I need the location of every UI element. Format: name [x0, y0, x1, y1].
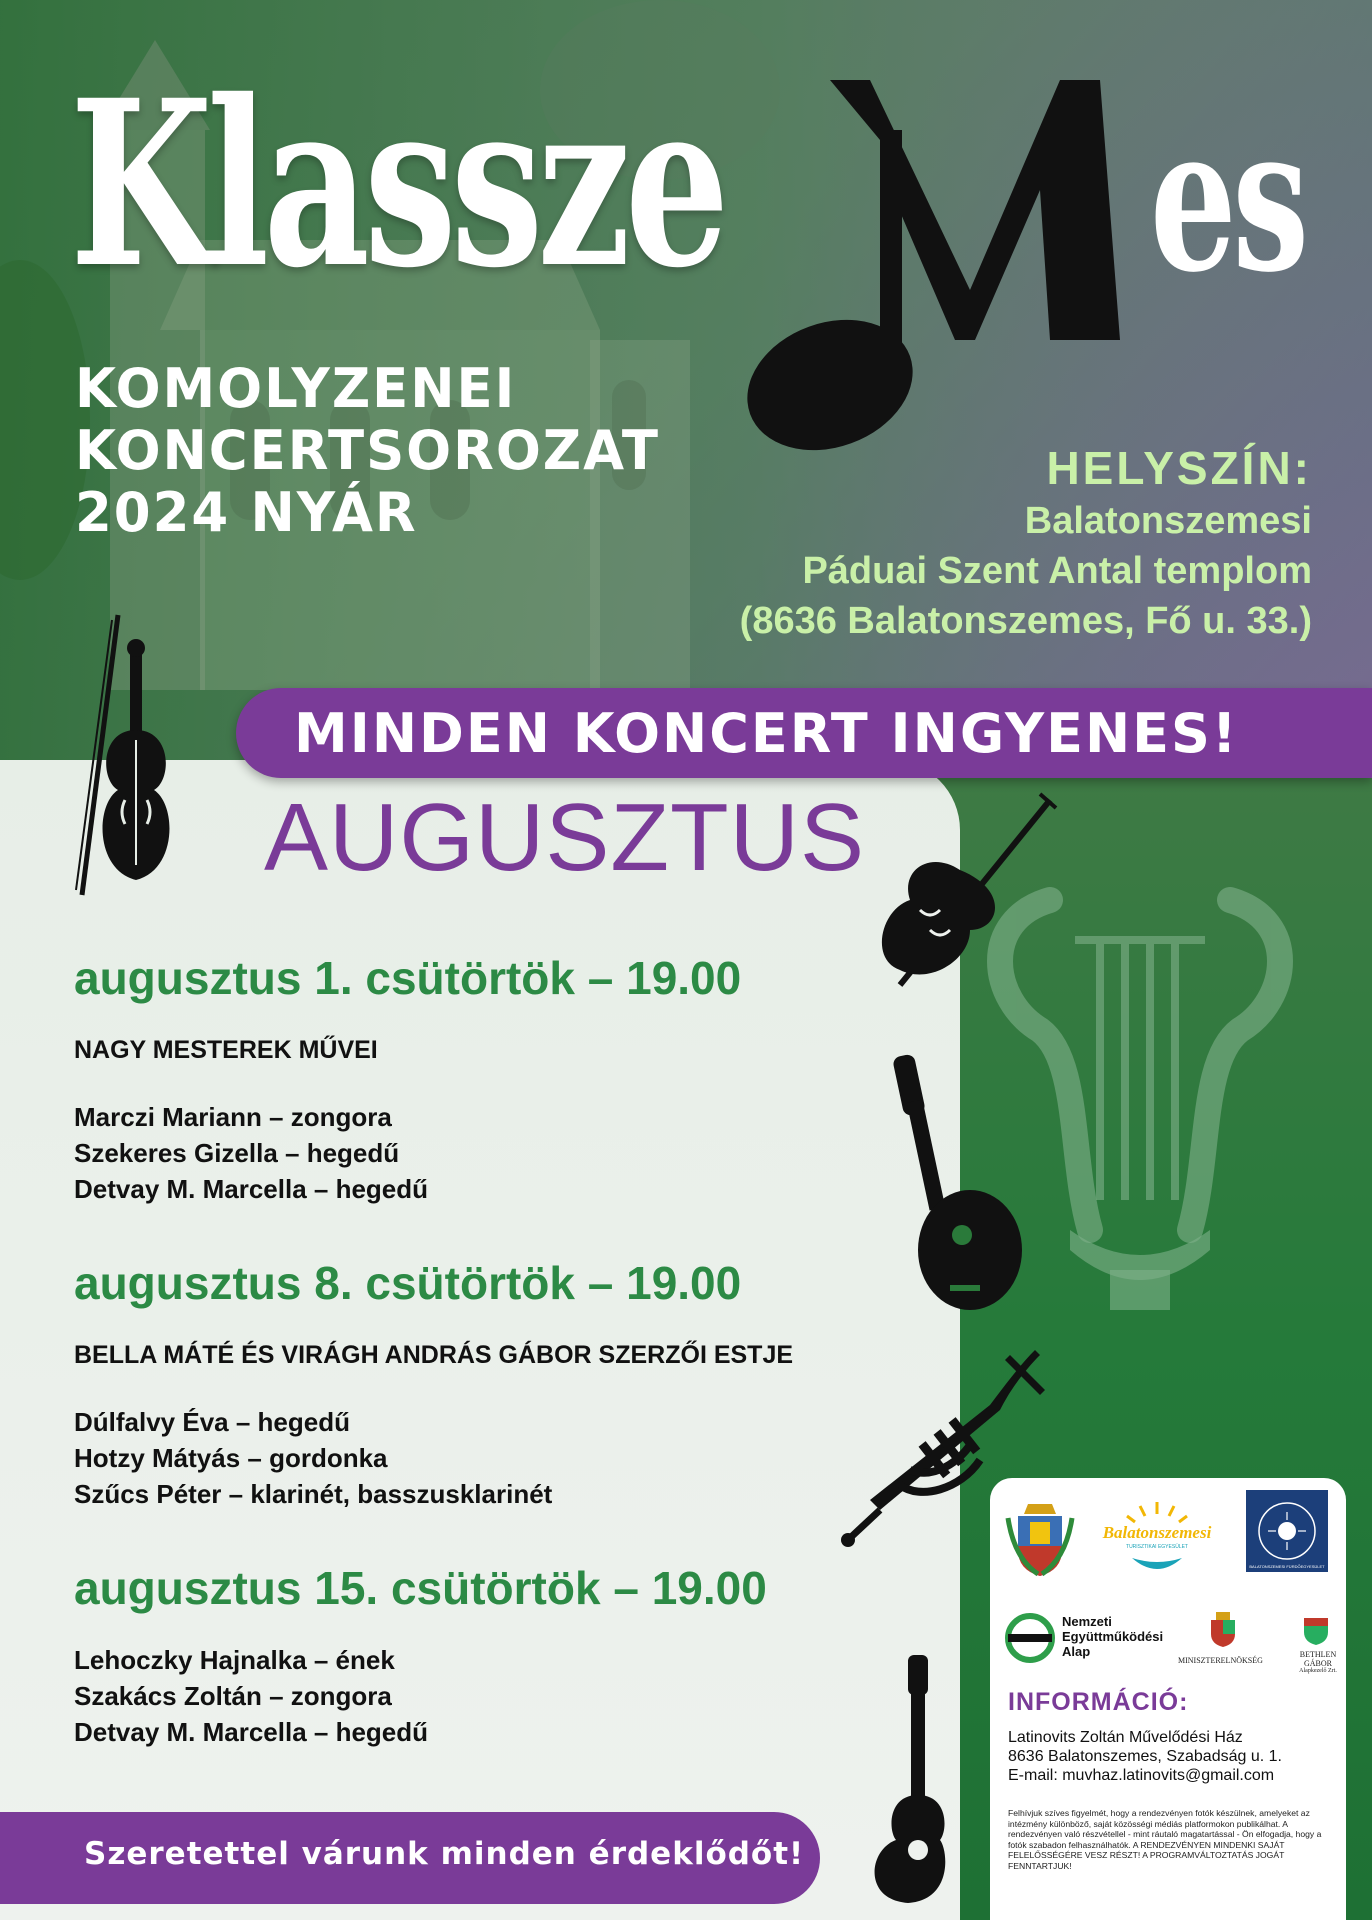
bethlen-gabor-logo-text: BETHLEN GÁBOR Alapkezelő Zrt. — [1299, 1650, 1337, 1674]
event-date: augusztus 15. csütörtök – 19.00 — [74, 1562, 767, 1614]
venue-label: HELYSZÍN: — [1046, 442, 1312, 494]
performer: Detvay M. Marcella – hegedű — [74, 1717, 429, 1747]
title-klassze: Klassze — [70, 50, 724, 318]
violin-icon — [70, 610, 230, 900]
info-email[interactable]: E-mail: muvhaz.latinovits@gmail.com — [1008, 1767, 1275, 1784]
info-box — [990, 1478, 1346, 1920]
event-program: BELLA MÁTÉ ÉS VIRÁGH ANDRÁS GÁBOR SZERZŐI ESTJE — [74, 1341, 794, 1369]
subtitle-line-3: 2024 NYÁR — [75, 481, 418, 544]
subtitle-line-2: KONCERTSOROZAT — [75, 419, 660, 482]
venue-line-3: (8636 Balatonszemes, Fő u. 33.) — [739, 600, 1312, 642]
info-org: Latinovits Zoltán Művelődési Ház — [1008, 1729, 1243, 1746]
venue-block — [740, 440, 1312, 646]
event-aug-8 — [74, 1255, 793, 1512]
performer: Dúlfalvy Éva – hegedű — [74, 1407, 350, 1437]
venue-line-2: Páduai Szent Antal templom — [802, 550, 1312, 592]
lute-icon — [880, 1050, 1040, 1310]
free-concert-banner — [236, 688, 1372, 778]
performer: Lehoczky Hajnalka – ének — [74, 1645, 395, 1675]
welcome-text: Szeretettel várunk minden érdeklődőt! — [84, 1836, 805, 1872]
venue-line-1: Balatonszemesi — [1024, 500, 1312, 542]
photo-disclaimer: Felhívjuk szíves figyelmét, hogy a rendezvényen fotók készülnek, amelyeket az intézmény különböző, saját közösségi médiás platformokon publikálhat. A rendezvényen való részvétellel - mint ráutaló magatartással - Ön elfogadja, hogy a fotók szabadon felhasználhatók. A RENDEZVÉNYEN MINDENKI SAJÁT FELELŐSSÉGÉRE VESZ RÉSZT! A PROGRAMVÁLTOZTATÁS JOGÁT FENNTARTJUK! — [1008, 1808, 1322, 1871]
furdoegyesulet-logo — [1246, 1490, 1328, 1572]
info-contact — [1008, 1728, 1282, 1785]
performer: Szűcs Péter – klarinét, basszusklarinét — [74, 1479, 553, 1509]
balatonszemesi-logo-text: Balatonszemesi — [1102, 1523, 1212, 1542]
event-performers — [74, 1404, 793, 1512]
event-date: augusztus 1. csütörtök – 19.00 — [74, 952, 742, 1004]
furdoegyesulet-logo-text: BALATONSZEMESI FÜRDŐEGYESÜLET — [1249, 1564, 1325, 1569]
subtitle-line-1: KOMOLYZENEI — [75, 357, 517, 420]
series-subtitle — [75, 358, 672, 544]
event-aug-15 — [74, 1560, 767, 1750]
performer: Hotzy Mátyás – gordonka — [74, 1443, 388, 1473]
free-concert-text: MINDEN KONCERT INGYENES! — [294, 702, 1239, 765]
hungarian-coat-of-arms-icon — [1208, 1612, 1238, 1648]
balatonszemesi-tourism-logo — [1102, 1500, 1212, 1580]
guitar-icon — [848, 1655, 958, 1905]
month-heading: AUGUSZTUS — [264, 784, 866, 891]
event-program: NAGY MESTEREK MŰVEI — [74, 1036, 378, 1064]
performer: Szekeres Gizella – hegedű — [74, 1138, 400, 1168]
performer: Detvay M. Marcella – hegedű — [74, 1174, 429, 1204]
event-aug-1 — [74, 950, 741, 1207]
event-performers — [74, 1099, 741, 1207]
event-date: augusztus 8. csütörtök – 19.00 — [74, 1257, 742, 1309]
nea-logo-icon — [1004, 1612, 1056, 1664]
info-address: 8636 Balatonszemes, Szabadság u. 1. — [1008, 1748, 1282, 1765]
info-title: INFORMÁCIÓ: — [1008, 1688, 1189, 1716]
title-es: es — [1150, 82, 1305, 317]
nea-logo-text: Nemzeti Együttműködési Alap — [1062, 1614, 1164, 1659]
cello-icon — [860, 790, 1060, 990]
welcome-banner — [0, 1812, 820, 1904]
performer: Szakács Zoltán – zongora — [74, 1681, 392, 1711]
music-note-m-icon — [720, 40, 1140, 480]
performer: Marczi Mariann – zongora — [74, 1102, 392, 1132]
miniszterelnokseg-logo-text: MINISZTERELNÖKSÉG — [1178, 1656, 1263, 1665]
town-crest-logo — [1004, 1498, 1076, 1578]
event-performers — [74, 1642, 767, 1750]
bethlen-gabor-logo-icon — [1302, 1614, 1330, 1646]
balatonszemesi-logo-subtext: TURISZTIKAI EGYESÜLET — [1126, 1544, 1188, 1550]
